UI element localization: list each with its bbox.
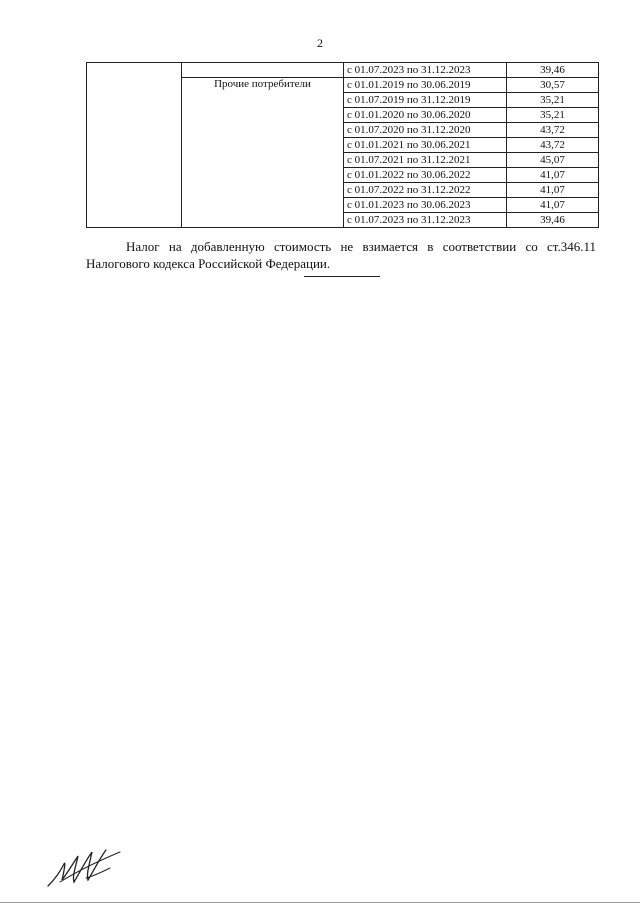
- consumer-group-cell: Прочие потребители: [182, 78, 344, 228]
- tariff-value-cell: 39,46: [507, 213, 599, 228]
- tariff-value-cell: 35,21: [507, 108, 599, 123]
- blank-cell: [87, 63, 182, 228]
- period-cell: с 01.01.2023 по 30.06.2023: [344, 198, 507, 213]
- tariff-value-cell: 43,72: [507, 138, 599, 153]
- vat-note: Налог на добавленную стоимость не взимается в соответствии со ст.346.11 Налогового кодекса Российской Федерации.: [86, 239, 596, 271]
- period-cell: с 01.01.2021 по 30.06.2021: [344, 138, 507, 153]
- tariff-value-cell: 41,07: [507, 168, 599, 183]
- bottom-edge-line: [0, 902, 640, 903]
- tariff-value-cell: 41,07: [507, 198, 599, 213]
- tariff-table: [86, 62, 599, 228]
- tariff-value-cell: 43,72: [507, 123, 599, 138]
- period-cell: с 01.07.2020 по 31.12.2020: [344, 123, 507, 138]
- page-number: 2: [317, 36, 323, 50]
- consumer-group-cell: [182, 63, 344, 78]
- period-cell: с 01.07.2022 по 31.12.2022: [344, 183, 507, 198]
- period-cell: с 01.01.2022 по 30.06.2022: [344, 168, 507, 183]
- handwritten-signature-icon: [40, 842, 130, 899]
- tariff-value-cell: 30,57: [507, 78, 599, 93]
- tariff-value-cell: 41,07: [507, 183, 599, 198]
- period-cell: с 01.07.2021 по 31.12.2021: [344, 153, 507, 168]
- tariff-value-cell: 39,46: [507, 63, 599, 78]
- period-cell: с 01.01.2020 по 30.06.2020: [344, 108, 507, 123]
- period-cell: с 01.01.2019 по 30.06.2019: [344, 78, 507, 93]
- tariff-value-cell: 45,07: [507, 153, 599, 168]
- tariff-value-cell: 35,21: [507, 93, 599, 108]
- separator-line: [304, 276, 380, 277]
- period-cell: с 01.07.2019 по 31.12.2019: [344, 93, 507, 108]
- table-row: [87, 63, 599, 78]
- period-cell: с 01.07.2023 по 31.12.2023: [344, 213, 507, 228]
- period-cell: с 01.07.2023 по 31.12.2023: [344, 63, 507, 78]
